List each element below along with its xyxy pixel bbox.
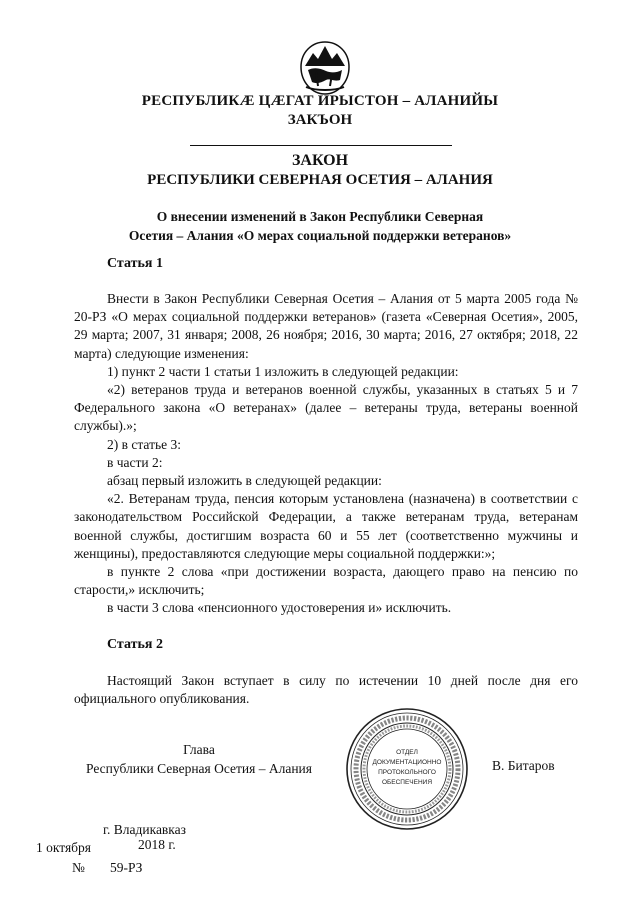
subject-line: О внесении изменений в Закон Республики Северная <box>156 209 484 224</box>
date-day: 1 октября <box>36 840 92 855</box>
number-value: 59-РЗ <box>110 860 143 875</box>
subject-line: Осетия – Алания «О мерах социальной поддержки ветеранов» <box>128 228 512 243</box>
date-year: 2018 г. <box>138 837 176 852</box>
seal-text-line: ПРОТОКОЛЬНОГО <box>378 769 436 776</box>
article-1-heading: Статья 1 <box>107 256 163 271</box>
article-2-body <box>74 672 578 708</box>
paragraph: Настоящий Закон вступает в силу по истечении 10 дней после дня его официального опубликования. <box>74 673 578 707</box>
seal-text-line: ОБЕСПЕЧЕНИЯ <box>381 779 433 786</box>
seal-text-line: ДОКУМЕНТАЦИОННО <box>372 759 442 766</box>
place: г. Владикавказ <box>103 822 186 837</box>
divider <box>190 145 452 146</box>
header-title-ossetian: РЕСПУБЛИКӔ ЦӔГАТ ИРЫСТОН – АЛАНИЙЫ <box>141 93 499 109</box>
header-law-ossetian: ЗАКЪОН <box>287 112 353 128</box>
header-title-russian: РЕСПУБЛИКИ СЕВЕРНАЯ ОСЕТИЯ – АЛАНИЯ <box>147 172 493 188</box>
signatory-role <box>74 740 324 778</box>
seal-text-line: ОТДЕЛ <box>396 749 418 756</box>
paragraph: «2) ветеранов труда и ветеранов военной службы, указанных в статьях 5 и 7 Федерального закона «О ветеранах» (далее – ветераны труда, ветераны военной службы).»; <box>74 382 578 434</box>
role-line: Республики Северная Осетия – Алания <box>86 761 312 776</box>
paragraph: в пункте 2 слова «при достижении возраста, дающего право на пенсию по старости,» исключить; <box>74 564 578 598</box>
date <box>36 837 176 856</box>
coat-of-arms-icon <box>296 40 354 96</box>
paragraph: абзац первый изложить в следующей редакции: <box>107 473 382 489</box>
paragraph: 1) пункт 2 части 1 статьи 1 изложить в следующей редакции: <box>107 363 459 379</box>
paragraph: в части 3 слова «пенсионного удостоверения и» исключить. <box>107 600 452 616</box>
law-number <box>72 860 142 876</box>
signatory-name: В. Битаров <box>492 758 555 773</box>
header-law-russian: ЗАКОН <box>291 152 349 169</box>
article-1-body <box>74 290 578 618</box>
paragraph: «2. Ветеранам труда, пенсия которым установлена (назначена) в соответствии с законодательством Российской Федерации, а также ветеранам труда, ветеранам военной службы, достигшим возраста 60 и 55 лет (соответственно мужчины и женщины), предоставляются следующие меры социальной поддержки:»; <box>74 491 578 561</box>
law-subject <box>60 207 580 245</box>
number-label: № <box>72 860 85 875</box>
article-2-heading: Статья 2 <box>107 637 163 652</box>
paragraph: 2) в статье 3: <box>107 436 181 452</box>
paragraph: Внести в Закон Республики Северная Осетия – Алания от 5 марта 2005 года № 20-РЗ «О мерах социальной поддержки ветеранов» (газета «Северная Осетия», 2005, 29 марта; 2007, 31 января; 2008, 26 ноября; 2016, 30 марта; 2016, 27 октября; 2018, 22 марта) следующие изменения: <box>74 291 578 361</box>
role-line: Глава <box>183 742 215 757</box>
paragraph: в части 2: <box>107 454 163 470</box>
official-seal-icon <box>342 704 472 834</box>
